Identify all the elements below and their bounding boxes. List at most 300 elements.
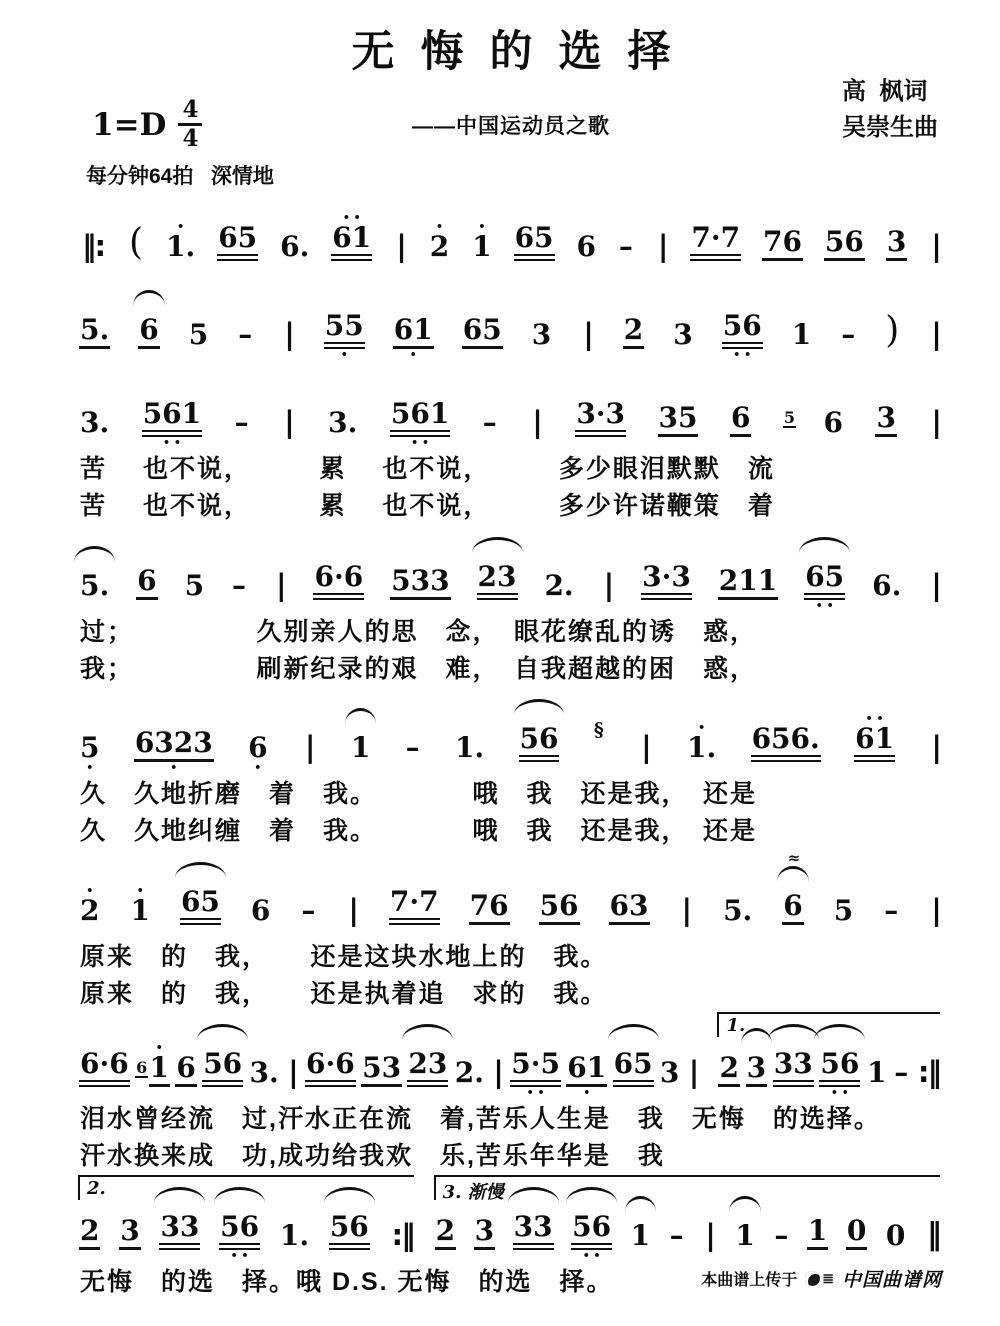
octave-dots-below (495, 600, 499, 611)
note-token (751, 714, 821, 773)
site-logo-icon (805, 1271, 820, 1286)
note-token (875, 393, 896, 448)
note-token (361, 1043, 402, 1098)
note-token (79, 723, 100, 773)
uploaded-by-text: 本曲谱上传于 (701, 1271, 798, 1289)
note-figure: 3·3 (575, 400, 626, 437)
note-token (79, 305, 110, 360)
note-figure: :‖ (917, 1055, 940, 1089)
dash-hold (231, 561, 247, 611)
octave-dots-below (691, 1087, 695, 1098)
ending-bracket-label: 2. (78, 1175, 414, 1200)
barline (930, 397, 941, 448)
octave-dots-below (145, 600, 149, 611)
note-figure: 6 (823, 406, 843, 439)
octave-dots-below (676, 437, 680, 448)
octave-dots-below (643, 762, 647, 773)
note-token (477, 552, 518, 611)
octave-dots-below (128, 1250, 132, 1261)
note-figure: § (593, 719, 604, 741)
octave-dots-below (894, 1250, 898, 1261)
note-figure: 56 (329, 1213, 370, 1250)
note-figure: | (288, 1055, 297, 1089)
note-figure: 211 (718, 567, 778, 600)
octave-dots-below (557, 600, 561, 611)
octave-dots-below (831, 437, 835, 448)
octave-dots-below (488, 437, 492, 448)
note-figure: 1. (454, 731, 485, 764)
barline (704, 1210, 715, 1261)
note-token (462, 305, 503, 360)
note-figure: 35 (658, 404, 699, 437)
note-token (871, 561, 902, 611)
octave-dots-below (259, 925, 263, 936)
note-figure: 656. (751, 725, 821, 762)
segno-sign (593, 718, 605, 743)
octave-dots-below (306, 925, 310, 936)
note-token (672, 310, 693, 360)
grace-note (783, 406, 796, 432)
note-token (543, 561, 574, 611)
note-token (389, 877, 440, 936)
octave-dots-below: • • (230, 1248, 249, 1262)
octave-dots-below (443, 1250, 447, 1261)
note-figure: 3. (249, 1056, 279, 1089)
note-figure: | (657, 229, 667, 263)
octave-dots-below (307, 762, 311, 773)
tie-arc (777, 866, 808, 882)
octave-dots-below (237, 600, 241, 611)
octave-dots-below (586, 349, 590, 360)
note-token (165, 222, 196, 272)
note-figure: 33 (773, 1050, 814, 1087)
note-token (823, 398, 844, 448)
notation-row (78, 301, 944, 360)
note-figure: | (493, 1055, 502, 1089)
octave-dots-below (359, 762, 363, 773)
octave-dots-below (842, 261, 846, 272)
note-token (641, 552, 692, 611)
note-figure: | (275, 567, 285, 602)
footer-note (701, 1265, 942, 1292)
note-token (159, 1202, 200, 1261)
note-token (718, 556, 778, 611)
dash-hold (405, 723, 421, 773)
octave-dots-below: • • (162, 436, 181, 449)
octave-dots-below (816, 1250, 820, 1261)
music-system (78, 1012, 944, 1173)
note-figure: | (396, 229, 405, 263)
octave-dots-below (157, 1087, 161, 1098)
site-name: 中国曲谱网 (841, 1269, 942, 1291)
note-figure: – (232, 568, 247, 602)
octave-dots-below (401, 1250, 405, 1261)
octave-dots-below (102, 1087, 106, 1098)
tie-arc (345, 708, 376, 724)
note-figure: | (284, 317, 293, 351)
octave-dots-below (88, 1250, 92, 1261)
note-figure: 3 (119, 1217, 140, 1250)
barline (287, 1047, 298, 1098)
score-header (78, 18, 944, 186)
note-token (762, 217, 803, 272)
octave-dots-below (221, 1087, 225, 1098)
octave-dots-below (632, 349, 636, 360)
note-figure: | (931, 730, 940, 764)
note-figure: 3. (328, 406, 358, 439)
octave-dots-below: • • (582, 1248, 601, 1262)
note-token (184, 561, 205, 611)
mordent-icon: ≈ (787, 848, 799, 867)
note-figure: 5 (783, 408, 796, 427)
octave-dots-below (934, 762, 938, 773)
octave-dots-below (278, 600, 282, 611)
octave-dots-below (934, 437, 938, 448)
octave-dots-below: • • (526, 1086, 545, 1099)
tie-arc (74, 546, 115, 562)
octave-dots-below (781, 261, 785, 272)
parenthesis (884, 302, 900, 360)
notation-segment (434, 1181, 944, 1262)
note-figure: 1. (687, 731, 717, 764)
barline (275, 560, 286, 611)
note-token (79, 883, 100, 936)
octave-dots-below (846, 349, 850, 360)
octave-dots-below (660, 261, 664, 272)
octave-dots-below (890, 349, 894, 360)
music-system (78, 274, 944, 360)
note-token (79, 1039, 130, 1098)
note-figure: ‖ (926, 1216, 940, 1252)
octave-dots-above: • • (342, 211, 361, 224)
note-figure: 5 (184, 568, 205, 602)
note-token (514, 213, 555, 272)
octave-dots-below (675, 1250, 679, 1261)
note-figure: 1 (149, 1054, 170, 1087)
tie-arc (133, 290, 164, 306)
note-token (138, 305, 159, 360)
barline (930, 885, 941, 936)
note-figure: | (931, 317, 940, 351)
note-figure: 6 (248, 731, 268, 764)
octave-dots-below (736, 925, 740, 936)
barline (917, 1047, 941, 1098)
note-token (623, 305, 644, 360)
note-token (202, 1039, 243, 1098)
note-figure: 2. (544, 568, 574, 602)
lyric-line: 原来 的 我， 还是这块水地上的 我。 (80, 942, 608, 971)
note-token (305, 1039, 356, 1098)
note-figure: 65 (180, 888, 221, 925)
note-figure: 2 (429, 230, 450, 263)
notation-row (78, 714, 944, 773)
octave-dots-below (341, 437, 345, 448)
note-figure: 61 (854, 725, 895, 762)
note-figure: | (284, 405, 293, 439)
note-token (188, 310, 209, 360)
note-figure: 5. (80, 568, 110, 602)
note-figure: 65 (804, 563, 845, 600)
note-figure: | (304, 730, 314, 764)
note-figure: 6·6 (79, 1050, 130, 1087)
note-figure: ‖: (82, 229, 105, 263)
logo-lines-icon: ≣ (822, 1270, 834, 1287)
octave-dots-above: • (155, 1041, 163, 1054)
lyric-line: 汗水换来成 功,成功给我欢 乐,苦乐年华是 我 (80, 1142, 665, 1171)
note-figure: 2 (718, 1054, 739, 1087)
note-token (519, 714, 560, 773)
note-figure: 6 (730, 404, 751, 437)
dash-hold (234, 398, 250, 448)
lyric-line: 无悔 的选 择。哦 D.S. 无悔 的选 择。 (80, 1267, 614, 1296)
octave-dots-below (889, 925, 893, 936)
octave-dots-below (426, 1087, 430, 1098)
note-figure: | (931, 567, 940, 602)
note-figure: 61 (566, 1054, 607, 1087)
note-token (885, 1211, 906, 1261)
meter-denominator: 4 (182, 125, 199, 153)
note-figure: 56 (519, 725, 560, 762)
note-figure: 65 (217, 224, 258, 261)
notation-row (78, 1015, 944, 1099)
note-figure: | (681, 892, 691, 927)
notation-row (78, 389, 944, 448)
note-figure: | (931, 892, 940, 927)
dash-hold (482, 398, 498, 448)
note-token (390, 556, 450, 611)
octave-dots-below: • • (733, 348, 752, 361)
octave-dots-below (684, 925, 688, 936)
octave-dots-below (240, 437, 244, 448)
note-token (824, 217, 865, 272)
note-token (658, 393, 699, 448)
note-figure: 533 (390, 567, 450, 600)
note-token (149, 1043, 170, 1098)
tempo-marking: 每分钟64拍 深情地 (86, 165, 274, 188)
note-figure: – (618, 230, 633, 263)
note-token (469, 881, 510, 936)
octave-dots-below (480, 261, 484, 272)
site-logo (805, 1271, 834, 1286)
tie-arc (472, 537, 523, 553)
octave-dots-above: • (177, 220, 185, 233)
note-token (390, 389, 450, 448)
octave-dots-below (487, 925, 491, 936)
note-token (746, 1043, 767, 1098)
tie-arc (608, 1024, 659, 1040)
octave-dots-below (627, 925, 631, 936)
note-token (846, 1206, 867, 1261)
note-token (454, 1048, 485, 1098)
note-figure: 3·3 (641, 563, 692, 600)
final-barline (926, 1209, 941, 1261)
octave-dots-below (411, 762, 415, 773)
note-token (791, 310, 812, 360)
note-figure: 6 (782, 892, 803, 925)
note-figure: | (931, 229, 940, 263)
octave-dots-below (631, 1087, 635, 1098)
octave-dots-below (93, 437, 97, 448)
note-token (539, 881, 580, 936)
notation-row (78, 1177, 944, 1262)
barline (81, 221, 105, 272)
note-figure: 5·5 (510, 1050, 561, 1087)
barline (930, 309, 941, 360)
note-figure: 33 (513, 1213, 554, 1250)
note-figure: – (894, 1056, 909, 1089)
note-token (279, 222, 310, 272)
note-token (136, 556, 157, 611)
note-token (407, 1039, 448, 1098)
barline (930, 722, 941, 773)
music-system (78, 362, 944, 523)
note-figure: 5. (723, 893, 753, 927)
note-token (510, 1039, 561, 1098)
note-token (279, 1211, 310, 1261)
note-figure: | (348, 892, 357, 927)
note-figure: 561 (390, 400, 450, 437)
octave-dots-below (557, 925, 561, 936)
octave-dots-below (800, 349, 804, 360)
note-figure: 3 (659, 1056, 680, 1089)
octave-dots-below: • (170, 761, 178, 774)
octave-dots-below (537, 762, 541, 773)
octave-dots-above: • (478, 220, 486, 233)
octave-dots-below (418, 600, 422, 611)
octave-dots-below (743, 1250, 747, 1261)
octave-dots-below (91, 261, 95, 272)
note-figure: 65 (613, 1050, 654, 1087)
note-token (609, 881, 650, 936)
octave-dots-below (138, 925, 142, 936)
octave-dots-below (480, 349, 484, 360)
barline (582, 309, 593, 360)
octave-dots-below (531, 1250, 535, 1261)
note-figure: 6 (175, 1054, 196, 1087)
barline (492, 1047, 503, 1098)
tie-arc (175, 862, 226, 878)
barline (657, 221, 668, 272)
music-system (78, 186, 944, 272)
note-figure: 3 (531, 318, 552, 351)
barline (391, 1210, 415, 1261)
octave-dots-below (496, 1087, 500, 1098)
note-figure: | (641, 730, 650, 764)
note-token (79, 561, 110, 611)
note-token (435, 1206, 456, 1261)
note-figure: 6·6 (313, 563, 364, 600)
octave-dots-below (468, 762, 472, 773)
octave-dots-below (597, 740, 601, 743)
note-figure: 6. (872, 568, 902, 602)
octave-dots-below (184, 1087, 188, 1098)
octave-dots-below (199, 925, 203, 936)
note-figure: 3 (886, 228, 907, 261)
octave-dots-below (351, 925, 355, 936)
octave-dots-below (932, 1250, 936, 1261)
octave-dots-below (681, 349, 685, 360)
octave-dots-below (873, 762, 877, 773)
note-figure: 2 (79, 1217, 100, 1250)
note-token (833, 886, 854, 936)
note-figure: – (301, 893, 316, 927)
lyric-line: 泪水曾经流 过,汗水正在流 着,苦乐人生是 我 无悔 的选择。 (80, 1105, 881, 1133)
octave-dots-below (784, 762, 788, 773)
octave-dots-below (178, 1250, 182, 1261)
tie-arc (514, 699, 565, 715)
ending-bracket-label: 3. 渐慢 (434, 1175, 940, 1200)
key-label: 1=D (92, 106, 167, 143)
note-token (219, 1202, 260, 1261)
octave-dots-below (791, 925, 795, 936)
lyric-line: 久 久地纠缠 着 我。 哦 我 还是我， 还是 (80, 817, 758, 846)
octave-dots-below (934, 600, 938, 611)
note-figure: 561 (142, 400, 202, 437)
music-system (78, 525, 944, 686)
octave-dots-below (93, 349, 97, 360)
note-token (134, 718, 214, 773)
octave-dots-below (665, 600, 669, 611)
note-token (393, 305, 434, 360)
lyric-line: 久 久地折磨 着 我。 哦 我 还是我， 还是 (80, 780, 758, 808)
note-token (331, 213, 372, 272)
note-token (313, 552, 364, 611)
note-token (722, 301, 763, 360)
note-token (175, 1043, 196, 1098)
note-token (513, 1202, 554, 1261)
lyric-line: 苦 也不说， 累 也不说， 多少许诺鞭策 着 (80, 492, 775, 521)
octave-dots-below (875, 1087, 879, 1098)
octave-dots-below (700, 762, 704, 773)
music-system (78, 687, 944, 848)
note-figure: 5. (79, 316, 110, 349)
octave-dots-below (328, 1087, 332, 1098)
octave-dots-below (708, 1250, 712, 1261)
octave-dots-below (293, 261, 297, 272)
note-token (773, 1039, 814, 1098)
octave-dots-below (287, 349, 291, 360)
octave-dots-above: • (86, 883, 94, 897)
lyricist-credit: 高 枫词 (842, 78, 928, 105)
notation-segment (78, 552, 944, 611)
octave-dots-below (855, 1250, 859, 1261)
notation-row (78, 213, 944, 272)
dash-hold (618, 222, 634, 272)
note-token (730, 393, 751, 448)
note-figure: 1 (807, 1217, 828, 1250)
note-figure: 63 (609, 892, 650, 925)
dash-hold (237, 310, 253, 360)
note-figure: – (669, 1218, 684, 1252)
page-title: 无悔的选择 (351, 27, 697, 77)
octave-dots-below (668, 1087, 672, 1098)
octave-dots-below: • (583, 1086, 591, 1099)
note-figure: 56 (539, 892, 580, 925)
octave-dots-below (380, 1087, 384, 1098)
notation-segment (78, 714, 944, 773)
octave-dots-below (540, 349, 544, 360)
octave-dots-below (754, 1087, 758, 1098)
note-figure: – (774, 1218, 789, 1252)
octave-dots-below (606, 600, 610, 611)
octave-dots-below (714, 261, 718, 272)
note-token (782, 848, 803, 936)
note-figure: 61 (393, 316, 434, 349)
octave-dots-below: • (409, 348, 417, 361)
octave-dots-below (412, 925, 416, 936)
octave-dots-above: • • (865, 712, 884, 725)
octave-dots-below (290, 1087, 294, 1098)
